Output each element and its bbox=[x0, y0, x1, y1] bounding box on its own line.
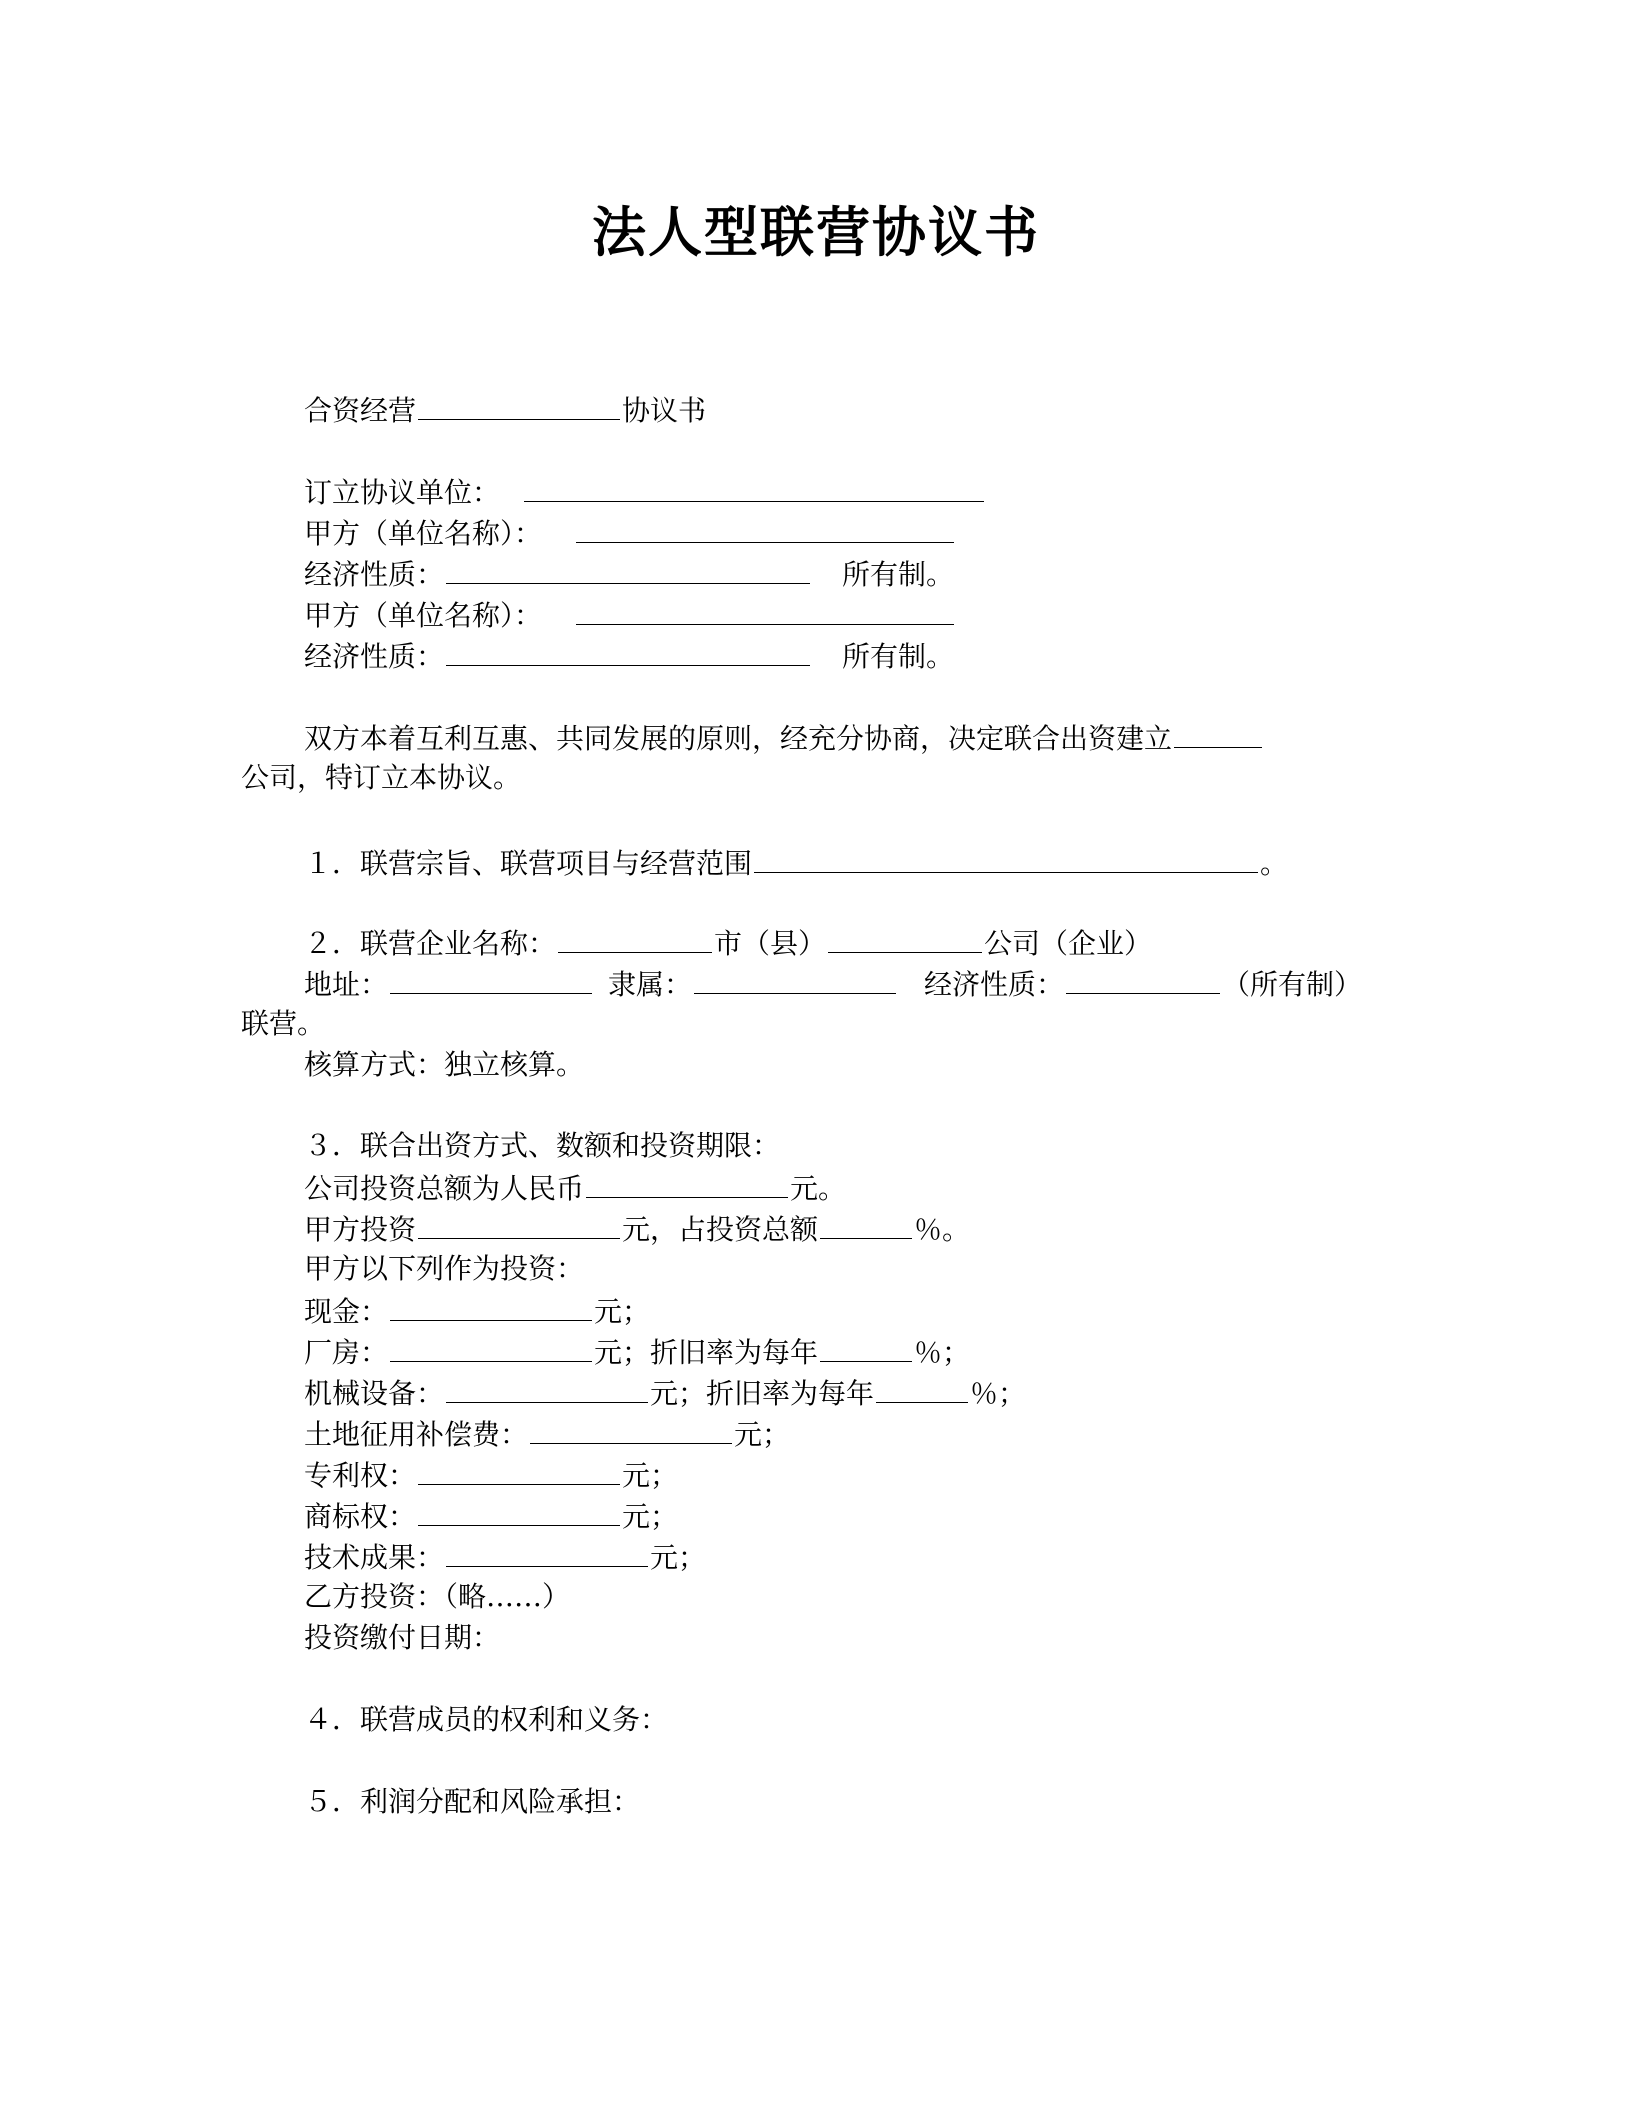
section-1 bbox=[304, 842, 1288, 884]
section-2-cont bbox=[241, 1004, 325, 1044]
a-invest-end: ％。 bbox=[914, 1213, 971, 1246]
section-1-text: １．联营宗旨、联营项目与经营范围 bbox=[304, 847, 753, 880]
patent-label: 专利权： bbox=[304, 1459, 417, 1492]
cash-label: 现金： bbox=[304, 1295, 389, 1328]
blank-a-invest bbox=[418, 1208, 620, 1239]
machine-line bbox=[304, 1372, 1026, 1414]
blank-plant-dep bbox=[820, 1331, 912, 1362]
unit-line bbox=[304, 471, 986, 513]
blank-land bbox=[530, 1413, 732, 1444]
ownership-label: （所有制） bbox=[1222, 968, 1363, 1001]
machine-label: 机械设备： bbox=[304, 1377, 445, 1410]
blank-tech bbox=[446, 1536, 648, 1567]
blank-unit bbox=[524, 471, 984, 502]
party-a-line bbox=[304, 512, 956, 554]
items-heading: 甲方以下列作为投资： bbox=[304, 1252, 585, 1285]
section-3-heading-text: ３．联合出资方式、数额和投资期限： bbox=[304, 1129, 781, 1162]
blank-enterprise-nature bbox=[1066, 963, 1220, 994]
blank-plant bbox=[390, 1331, 592, 1362]
blank-affiliation bbox=[694, 963, 896, 994]
document-title: 法人型联营协议书 bbox=[592, 201, 1040, 264]
plant-dep-mid: 元；折旧率为每年 bbox=[594, 1336, 819, 1369]
ownership2-suffix: 所有制。 bbox=[842, 640, 955, 673]
joint-operation-text: 联营。 bbox=[241, 1007, 326, 1040]
patent-yuan: 元； bbox=[622, 1459, 679, 1492]
company-label: 公司（企业） bbox=[984, 927, 1153, 960]
blank-a-percent bbox=[820, 1208, 912, 1239]
party-a2-line bbox=[304, 594, 956, 636]
a-invest-prefix: 甲方投资 bbox=[304, 1213, 417, 1246]
blank-scope bbox=[754, 842, 1258, 873]
tech-line bbox=[304, 1536, 706, 1578]
ownership-suffix: 所有制。 bbox=[842, 558, 955, 591]
section-2-accounting bbox=[304, 1045, 584, 1085]
pay-date: 投资缴付日期： bbox=[304, 1621, 501, 1654]
yuan-end: 元。 bbox=[790, 1172, 847, 1205]
section-2-address bbox=[304, 963, 1362, 1005]
plant-pct: ％； bbox=[914, 1336, 971, 1369]
trademark-line bbox=[304, 1495, 678, 1537]
header-suffix: 协议书 bbox=[622, 394, 707, 427]
a-invest-mid: 元，占投资总额 bbox=[622, 1213, 819, 1246]
enterprise-nature-label: 经济性质： bbox=[924, 968, 1065, 1001]
plant-label: 厂房： bbox=[304, 1336, 389, 1369]
header-prefix: 合资经营 bbox=[304, 394, 417, 427]
blank-party-a bbox=[576, 512, 954, 543]
machine-pct: ％； bbox=[970, 1377, 1027, 1410]
blank-cash bbox=[390, 1290, 592, 1321]
blank-patent bbox=[418, 1454, 620, 1485]
intro-text-1: 双方本着互利互惠、共同发展的原则，经充分协商，决定联合出资建立 bbox=[304, 722, 1173, 755]
section-3-heading bbox=[304, 1126, 780, 1166]
tech-yuan: 元； bbox=[650, 1541, 707, 1574]
land-label: 土地征用补偿费： bbox=[304, 1418, 529, 1451]
cash-line bbox=[304, 1290, 650, 1332]
blank-nature bbox=[446, 553, 810, 584]
land-line bbox=[304, 1413, 790, 1455]
blank-total bbox=[586, 1167, 788, 1198]
party-a-label: 甲方（单位名称）： bbox=[304, 517, 543, 550]
cash-yuan: 元； bbox=[594, 1295, 651, 1328]
section-4 bbox=[304, 1700, 668, 1740]
tech-label: 技术成果： bbox=[304, 1541, 445, 1574]
nature2-label: 经济性质： bbox=[304, 640, 445, 673]
plant-line bbox=[304, 1331, 970, 1373]
nature-line bbox=[304, 553, 954, 595]
pay-date-line bbox=[304, 1618, 500, 1658]
blank-enterprise bbox=[828, 922, 982, 953]
blank-machine bbox=[446, 1372, 648, 1403]
unit-label: 订立协议单位： bbox=[304, 476, 501, 509]
trademark-yuan: 元； bbox=[622, 1500, 679, 1533]
patent-line bbox=[304, 1454, 678, 1496]
intro-line-1 bbox=[304, 717, 1264, 759]
section-5 bbox=[304, 1782, 640, 1822]
machine-dep-mid: 元；折旧率为每年 bbox=[650, 1377, 875, 1410]
nature-label: 经济性质： bbox=[304, 558, 445, 591]
accounting-text: 核算方式：独立核算。 bbox=[304, 1048, 585, 1081]
party-b-line bbox=[304, 1577, 570, 1617]
blank-joint-venture bbox=[418, 389, 620, 420]
intro-line-2 bbox=[241, 758, 521, 798]
section-1-end: 。 bbox=[1260, 847, 1289, 880]
party-b-invest: 乙方投资：（略……） bbox=[304, 1580, 571, 1613]
blank-company bbox=[1174, 717, 1262, 748]
blank-party-a2 bbox=[576, 594, 954, 625]
trademark-label: 商标权： bbox=[304, 1500, 417, 1533]
section-5-text: ５．利润分配和风险承担： bbox=[304, 1785, 641, 1818]
blank-trademark bbox=[418, 1495, 620, 1526]
blank-city bbox=[558, 922, 712, 953]
address-label: 地址： bbox=[304, 968, 389, 1001]
blank-address bbox=[390, 963, 592, 994]
nature2-line bbox=[304, 635, 954, 677]
party-a-investment-line bbox=[304, 1208, 970, 1250]
city-label: 市（县） bbox=[714, 927, 827, 960]
total-investment-line bbox=[304, 1167, 846, 1209]
total-prefix: 公司投资总额为人民币 bbox=[304, 1172, 585, 1205]
blank-machine-dep bbox=[876, 1372, 968, 1403]
section-2-name bbox=[304, 922, 1152, 964]
enterprise-name-label: ２．联营企业名称： bbox=[304, 927, 557, 960]
intro-text-2: 公司，特订立本协议。 bbox=[241, 761, 522, 794]
section-4-text: ４．联营成员的权利和义务： bbox=[304, 1703, 669, 1736]
party-a2-label: 甲方（单位名称）： bbox=[304, 599, 543, 632]
items-heading-line bbox=[304, 1249, 584, 1289]
affiliation-label: 隶属： bbox=[608, 968, 693, 1001]
blank-nature2 bbox=[446, 635, 810, 666]
header-line bbox=[304, 389, 706, 431]
land-yuan: 元； bbox=[734, 1418, 791, 1451]
